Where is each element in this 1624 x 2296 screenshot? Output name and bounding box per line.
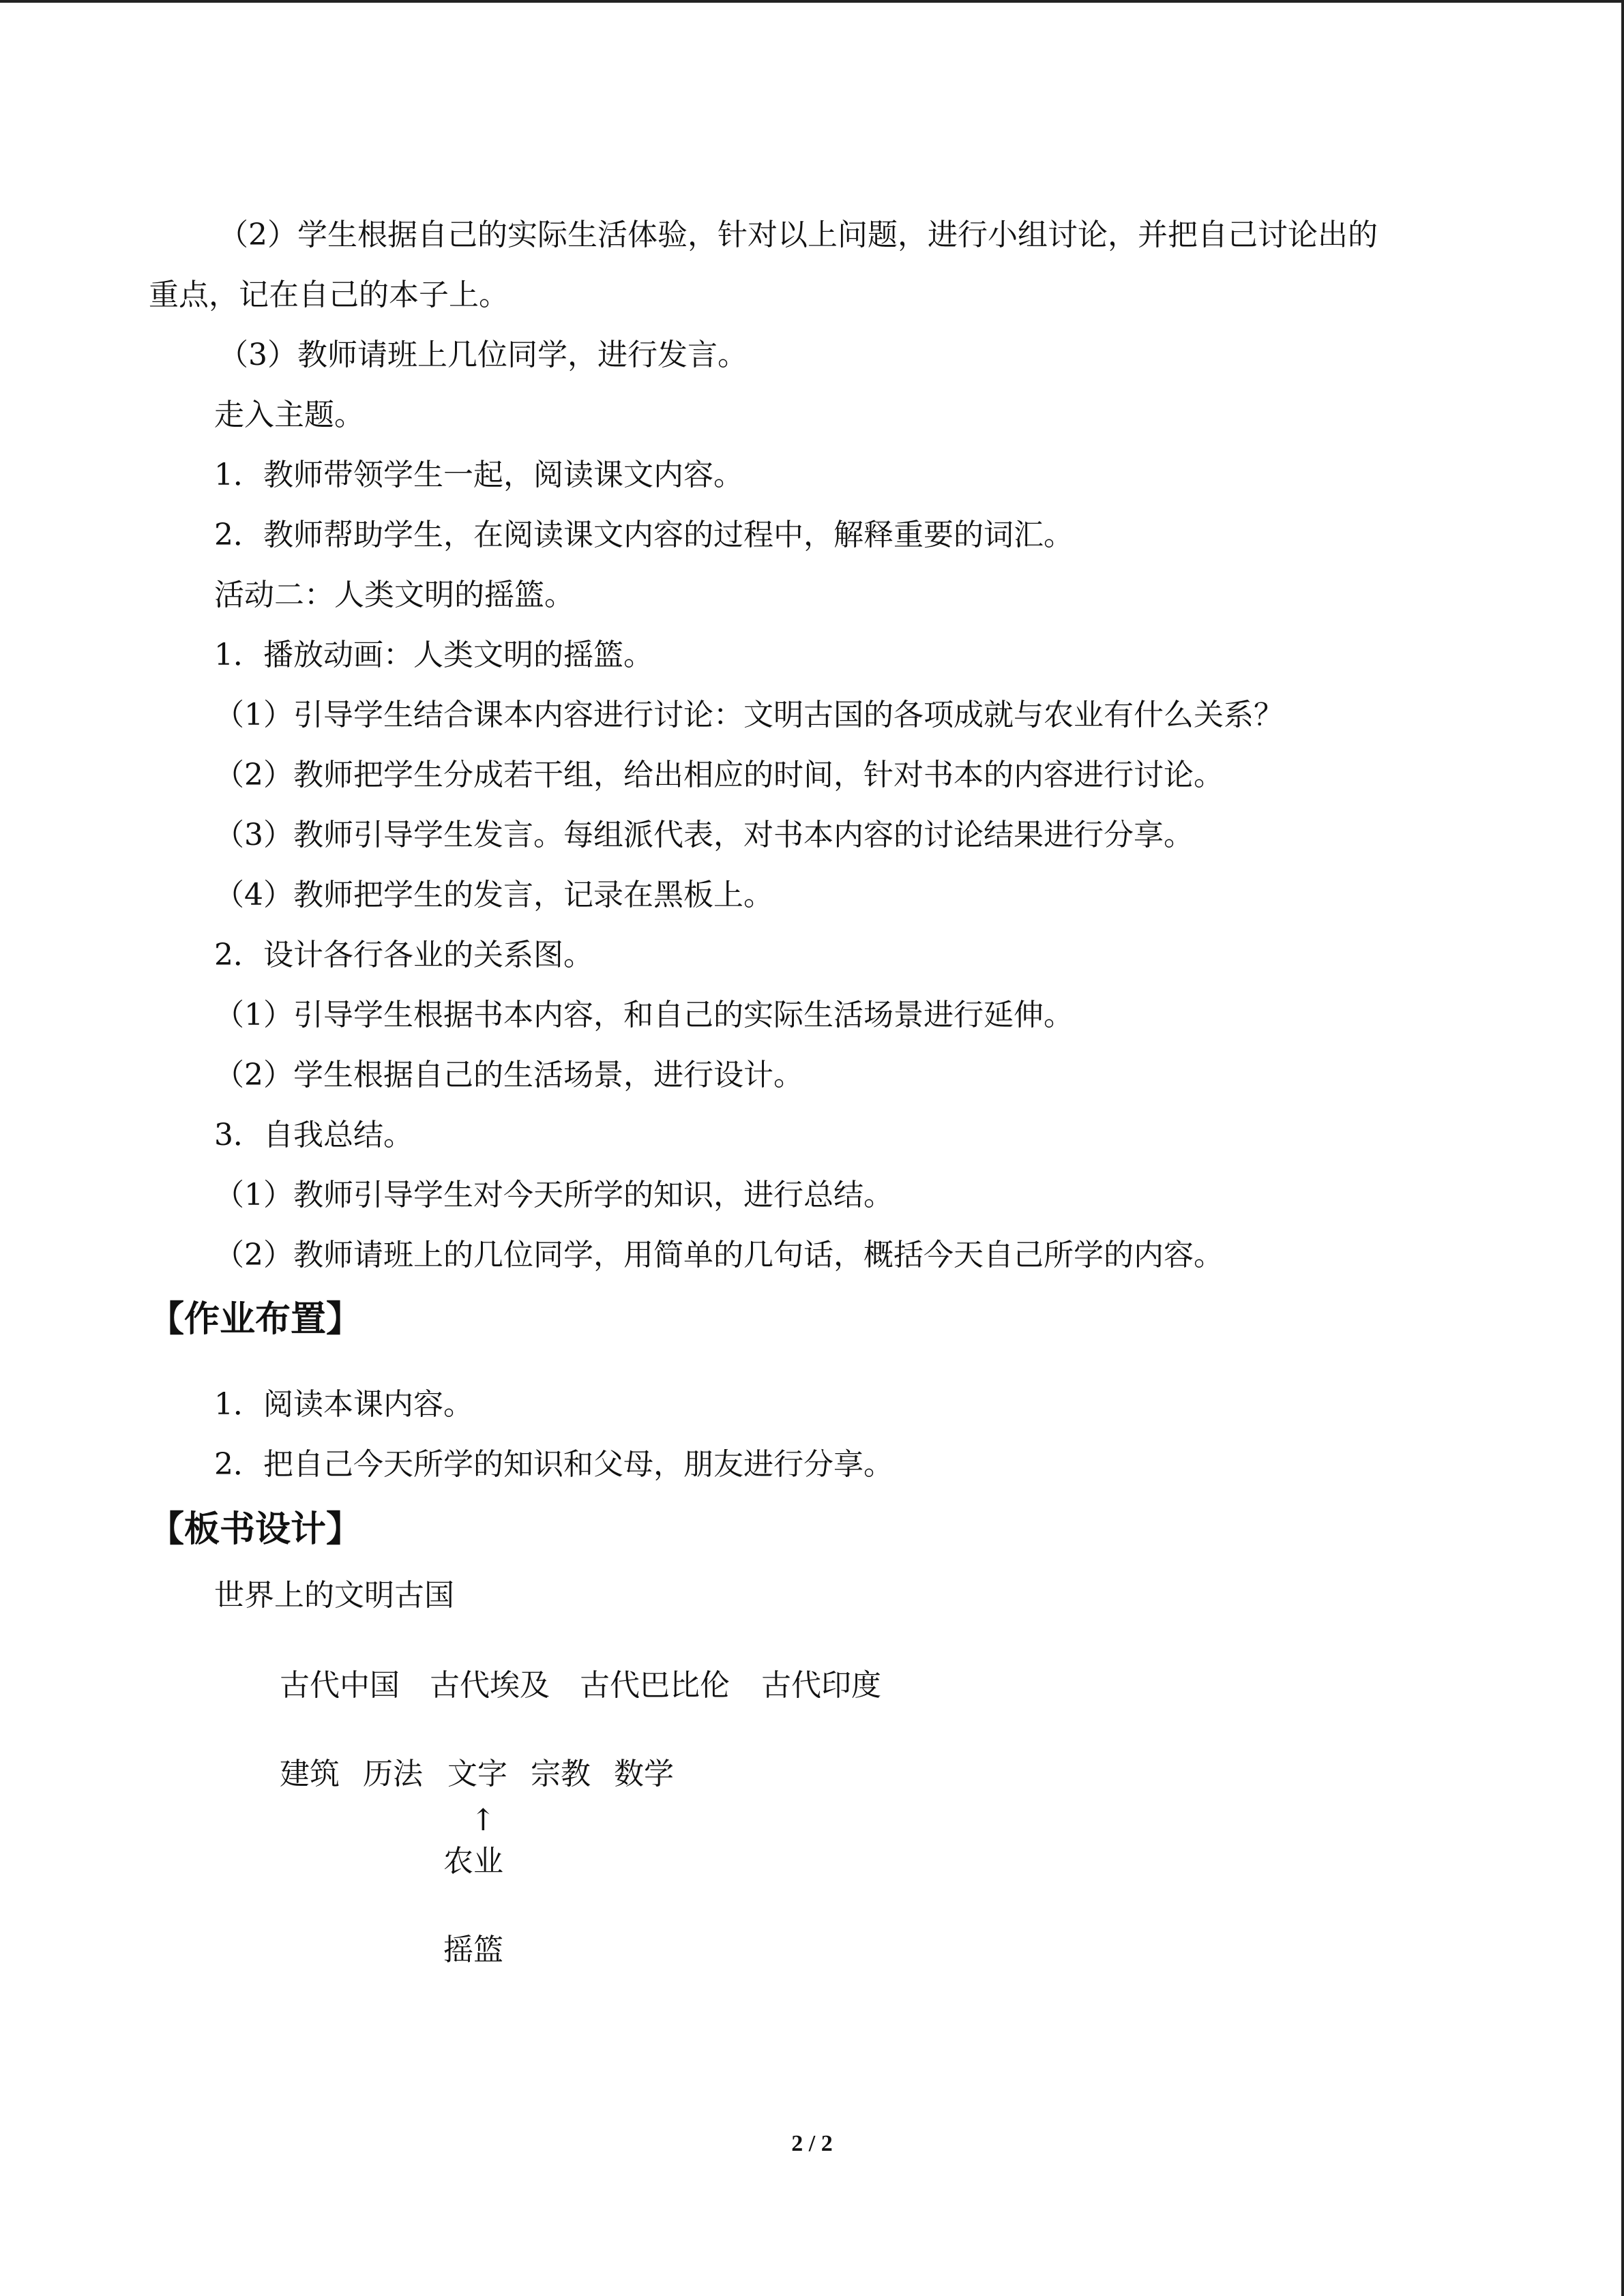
paragraph: （2）教师把学生分成若干组，给出相应的时间，针对书本的内容进行讨论。 <box>214 758 1224 792</box>
paragraph: 重点，记在自己的本子上。 <box>149 278 509 312</box>
paragraph: 2．设计各行各业的关系图。 <box>214 938 593 972</box>
paragraph: 1．教师带领学生一起，阅读课文内容。 <box>214 458 743 492</box>
paragraph: （1）引导学生根据书本内容，和自己的实际生活场景进行延伸。 <box>214 998 1074 1032</box>
board-achievement: 文字 <box>447 1757 507 1791</box>
board-design-heading: 【板书设计】 <box>149 1509 362 1550</box>
paragraph: （3）教师引导学生发言。每组派代表，对书本内容的讨论结果进行分享。 <box>214 818 1194 852</box>
paragraph: （2）教师请班上的几位同学，用简单的几句话，概括今天自己所学的内容。 <box>214 1238 1224 1272</box>
paragraph: 走入主题。 <box>214 398 364 432</box>
paragraph: （2）学生根据自己的生活场景，进行设计。 <box>214 1058 803 1092</box>
paragraph: （1）教师引导学生对今天所学的知识，进行总结。 <box>214 1178 894 1212</box>
paragraph: 活动二：人类文明的摇篮。 <box>214 578 574 612</box>
paragraph: 2．教师帮助学生，在阅读课文内容的过程中，解释重要的词汇。 <box>214 518 1074 552</box>
paragraph: （4）教师把学生的发言，记录在黑板上。 <box>214 878 773 912</box>
paragraph: 3．自我总结。 <box>214 1118 413 1152</box>
board-cradle: 摇篮 <box>443 1933 503 1967</box>
board-country: 古代中国 <box>280 1668 400 1703</box>
homework-item: 2．把自己今天所学的知识和父母，朋友进行分享。 <box>214 1447 894 1482</box>
board-country: 古代印度 <box>761 1668 881 1703</box>
board-country: 古代巴比伦 <box>580 1668 730 1703</box>
homework-item: 1．阅读本课内容。 <box>214 1387 473 1422</box>
board-base: 农业 <box>443 1844 503 1879</box>
paragraph: （3）教师请班上几位同学，进行发言。 <box>218 338 748 372</box>
board-title: 世界上的文明古国 <box>214 1578 454 1613</box>
homework-heading: 【作业布置】 <box>149 1299 362 1340</box>
up-arrow-icon: ↑ <box>471 1803 496 1838</box>
paragraph: 1．播放动画：人类文明的摇篮。 <box>214 638 653 672</box>
board-country: 古代埃及 <box>430 1668 550 1703</box>
board-achievement: 宗教 <box>531 1757 591 1791</box>
board-achievement: 历法 <box>363 1757 423 1791</box>
board-achievement: 数学 <box>614 1757 674 1791</box>
paragraph: （1）引导学生结合课本内容进行讨论：文明古国的各项成就与农业有什么关系？ <box>214 698 1284 732</box>
paragraph: （2）学生根据自己的实际生活体验，针对以上问题，进行小组讨论，并把自己讨论出的 <box>218 218 1378 252</box>
board-achievement: 建筑 <box>280 1757 340 1791</box>
page-number: 2 / 2 <box>791 2131 833 2156</box>
